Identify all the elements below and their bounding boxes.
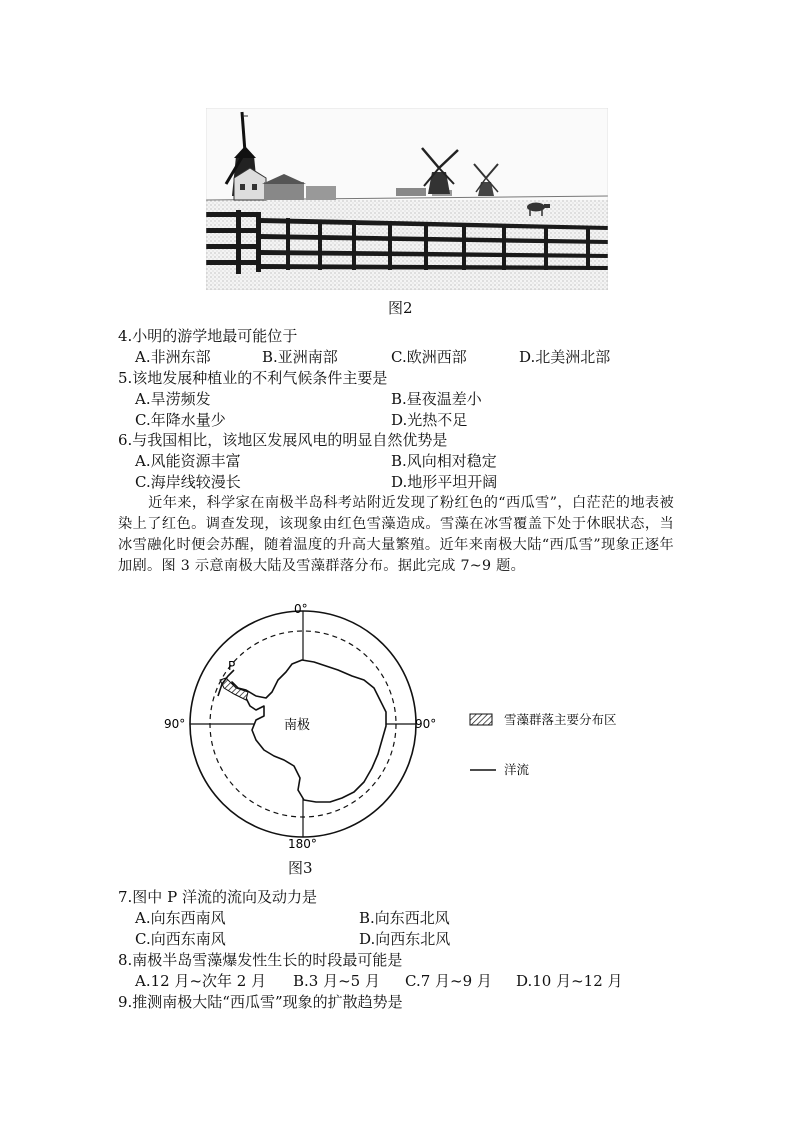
q8-option-a: A.12 月~次年 2 月 — [135, 972, 267, 990]
q8-option-b: B.3 月~5 月 — [293, 972, 380, 990]
label-90-left: 90° — [164, 717, 186, 731]
windmill-photo — [206, 108, 608, 290]
figure3-caption: 图3 — [288, 859, 313, 877]
label-90-right: 90° — [415, 717, 437, 731]
q5-option-b: B.昼夜温差小 — [391, 390, 482, 408]
q7-option-d: D.向西东北风 — [359, 930, 451, 948]
q4-option-a: A.非洲东部 — [135, 348, 211, 366]
q6-option-a: A.风能资源丰富 — [135, 452, 241, 470]
label-0-degree: 0° — [294, 602, 308, 616]
q5-option-c: C.年降水量少 — [135, 411, 226, 429]
figure2-caption: 图2 — [388, 299, 413, 317]
q8-option-c: C.7 月~9 月 — [405, 972, 492, 990]
q5-stem: 5.该地发展种植业的不利气候条件主要是 — [118, 369, 388, 387]
q8-option-d: D.10 月~12 月 — [516, 972, 623, 990]
q6-option-c: C.海岸线较漫长 — [135, 473, 241, 491]
q7-option-b: B.向东西北风 — [359, 909, 450, 927]
q5-option-a: A.旱涝频发 — [135, 390, 211, 408]
q7-option-a: A.向东西南风 — [135, 909, 226, 927]
label-current-p: P — [228, 659, 236, 673]
antarctica-map — [160, 600, 640, 850]
label-south-pole: 南极 — [284, 718, 311, 733]
legend-current-label: 洋流 — [504, 762, 530, 777]
q5-option-d: D.光热不足 — [391, 411, 468, 429]
legend-hatch-swatch — [470, 714, 492, 725]
label-180-degree: 180° — [288, 837, 317, 850]
legend-snow-algae-label: 雪藻群落主要分布区 — [504, 712, 617, 727]
q4-stem: 4.小明的游学地最可能位于 — [118, 327, 298, 345]
q4-option-d: D.北美洲北部 — [519, 348, 611, 366]
q7-option-c: C.向西东南风 — [135, 930, 226, 948]
q6-option-b: B.风向相对稳定 — [391, 452, 497, 470]
map-legend — [470, 712, 617, 777]
q7-stem: 7.图中 P 洋流的流向及动力是 — [118, 888, 317, 906]
q4-option-c: C.欧洲西部 — [391, 348, 467, 366]
q4-option-b: B.亚洲南部 — [262, 348, 338, 366]
reading-passage — [118, 493, 674, 577]
q9-stem: 9.推测南极大陆“西瓜雪”现象的扩散趋势是 — [118, 993, 403, 1011]
q6-option-d: D.地形平坦开阔 — [391, 473, 498, 491]
q8-stem: 8.南极半岛雪藻爆发性生长的时段最可能是 — [118, 951, 403, 969]
q6-stem: 6.与我国相比，该地区发展风电的明显自然优势是 — [118, 431, 448, 449]
passage-text: 近年来，科学家在南极半岛科考站附近发现了粉红色的“西瓜雪”，白茫茫的地表被染上了红色。调查发现，该现象由红色雪藻造成。雪藻在冰雪覆盖下处于休眠状态，当冰雪融化时便会苏醒，随着温度的升高大量繁殖。近年来南极大陆“西瓜雪”现象正逐年加剧。图 3 示意南极大陆及雪藻群落分布。据此完成 7~9 题。 — [118, 495, 674, 574]
